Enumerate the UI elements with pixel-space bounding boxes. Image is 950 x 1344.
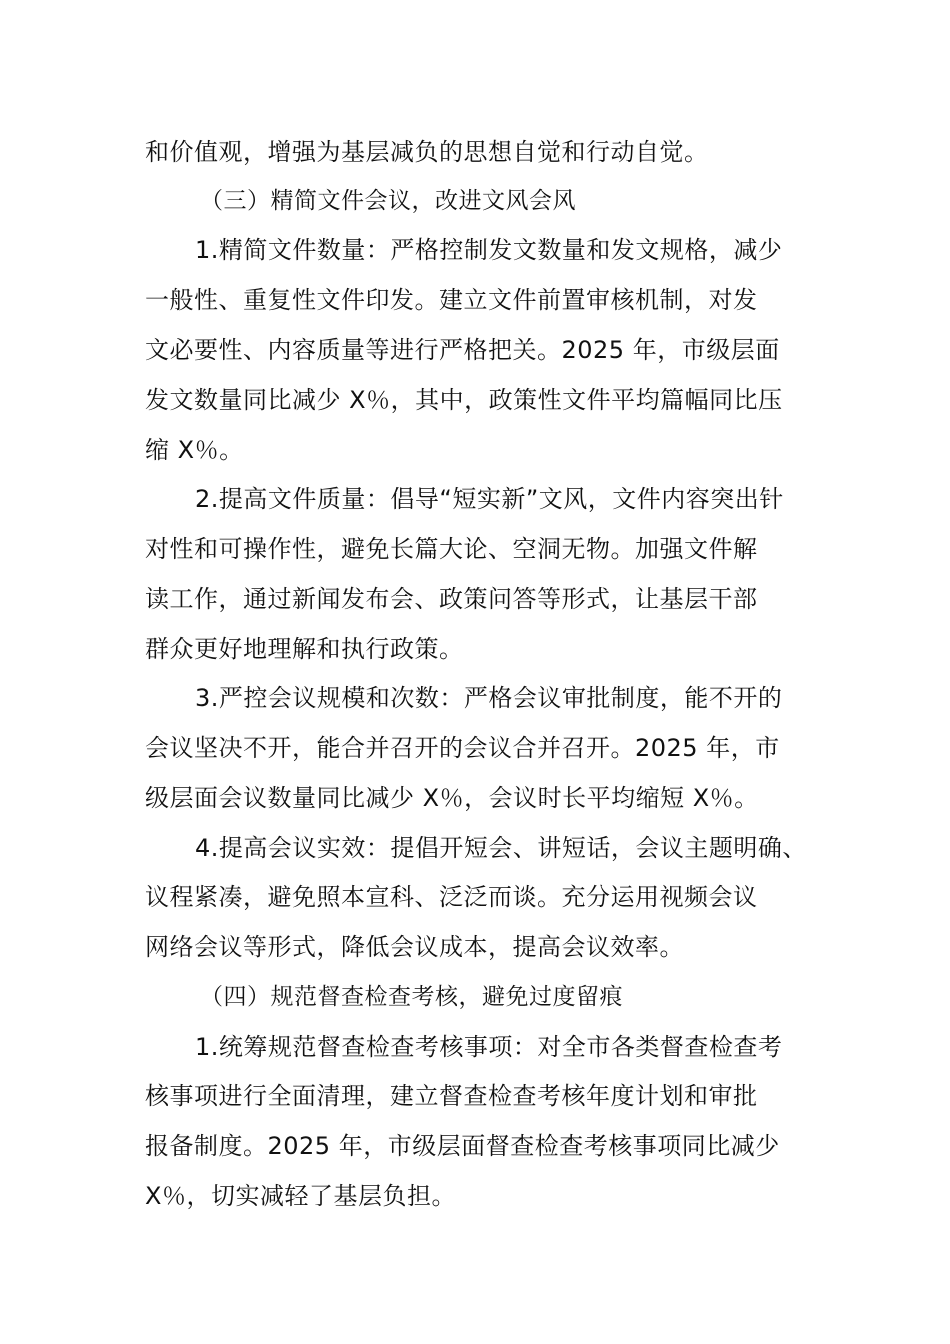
text-line-4: 一般性、重复性文件印发。建立文件前置审核机制，对发 bbox=[145, 286, 758, 314]
text-line-3: 1.精简文件数量：严格控制发文数量和发文规格，减少 bbox=[195, 236, 783, 264]
section-heading-3: （三）精简文件会议，改进文风会风 bbox=[200, 188, 576, 214]
text-line-5: 文必要性、内容质量等进行严格把关。2025 年，市级层面 bbox=[145, 336, 780, 364]
text-line-17: 网络会议等形式，降低会议成本，提高会议效率。 bbox=[145, 933, 684, 961]
section-heading-4: （四）规范督查检查考核，避免过度留痕 bbox=[200, 984, 623, 1010]
text-line-1: 和价值观，增强为基层减负的思想自觉和行动自觉。 bbox=[145, 138, 709, 166]
text-line-22: X％，切实减轻了基层负担。 bbox=[145, 1182, 456, 1210]
text-line-13: 会议坚决不开，能合并召开的会议合并召开。2025 年，市 bbox=[145, 734, 780, 762]
text-line-7: 缩 X％。 bbox=[145, 436, 244, 464]
text-line-14: 级层面会议数量同比减少 X％，会议时长平均缩短 X％。 bbox=[145, 784, 759, 812]
text-line-11: 群众更好地理解和执行政策。 bbox=[145, 635, 464, 663]
text-line-20: 核事项进行全面清理，建立督查检查考核年度计划和审批 bbox=[145, 1082, 758, 1110]
text-line-12: 3.严控会议规模和次数：严格会议审批制度，能不开的 bbox=[195, 684, 783, 712]
text-line-10: 读工作，通过新闻发布会、政策问答等形式，让基层干部 bbox=[145, 585, 758, 613]
text-line-19: 1.统筹规范督查检查考核事项：对全市各类督查检查考 bbox=[195, 1033, 783, 1061]
text-line-21: 报备制度。2025 年，市级层面督查检查考核事项同比减少 bbox=[145, 1132, 780, 1160]
text-line-8: 2.提高文件质量：倡导“短实新”文风，文件内容突出针 bbox=[195, 485, 784, 513]
text-line-16: 议程紧凑，避免照本宣科、泛泛而谈。充分运用视频会议 bbox=[145, 883, 758, 911]
text-line-15: 4.提高会议实效：提倡开短会、讲短话，会议主题明确、 bbox=[195, 834, 807, 862]
text-line-6: 发文数量同比减少 X％，其中，政策性文件平均篇幅同比压 bbox=[145, 386, 783, 414]
text-line-9: 对性和可操作性，避免长篇大论、空洞无物。加强文件解 bbox=[145, 535, 758, 563]
